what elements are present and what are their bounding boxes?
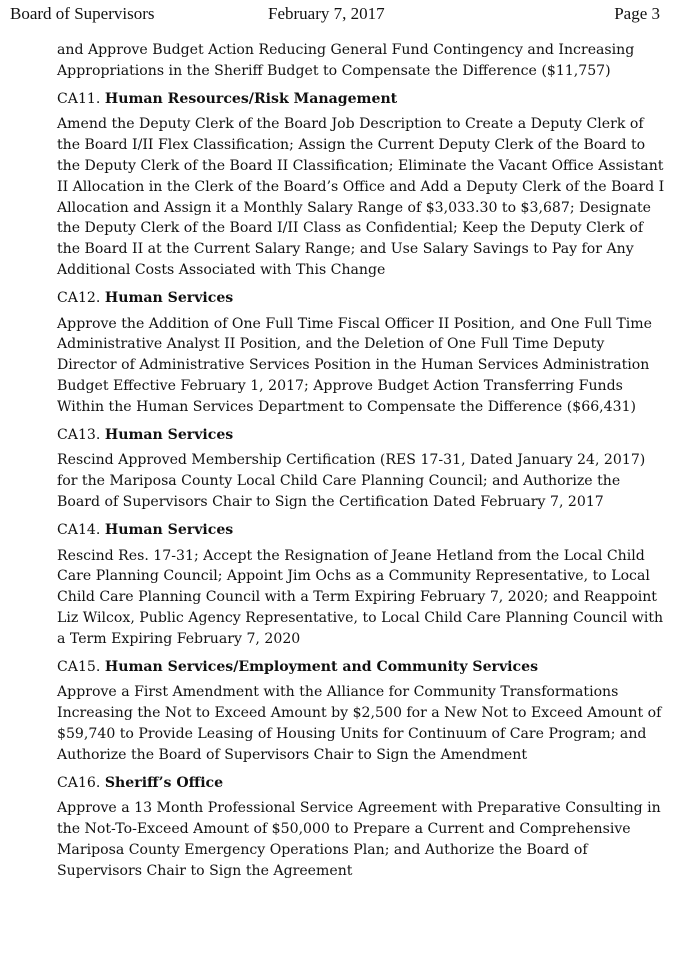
- item-number: CA15.: [57, 658, 101, 675]
- item-text: Approve the Addition of One Full Time Fiscal Officer II Position, and One Full Time Administrative Analyst II Position, and the Deletion of One Full Time Deputy Director of Administrative Services Position in the Human Services Administration Budget Effective February 1, 2017; Approve Budget Action Transferring Funds Within the Human Services Department to Compensate the Difference ($66,431): [57, 315, 652, 415]
- item-heading: [57, 657, 667, 678]
- item-text: Rescind Res. 17-31; Accept the Resignation of Jeane Hetland from the Local Child Care Planning Council; Appoint Jim Ochs as a Community Representative, to Local Child Care Planning Council with a Term Expiring February 7, 2020; and Reappoint Liz Wilcox, Public Agency Representative, to Local Child Care Planning Council with a Term Expiring February 7, 2020: [57, 547, 664, 647]
- item-department: Human Services/Employment and Community Services: [104, 658, 539, 675]
- item-department: Human Services: [104, 521, 234, 538]
- item-text: Approve a First Amendment with the Alliance for Community Transformations Increasing the Not to Exceed Amount by $2,500 for a New Not to Exceed Amount of $59,740 to Provide Leasing of Housing Units for Continuum of Care Program; and Authorize the Board of Supervisors Chair to Sign the Amendment: [57, 684, 662, 763]
- page-header: [0, 0, 680, 28]
- agenda-content: [57, 40, 667, 888]
- agenda-item-ca15: [57, 657, 667, 766]
- header-date: February 7, 2017: [268, 4, 385, 23]
- item-department: Sheriff’s Office: [104, 774, 224, 791]
- agenda-item-ca12: [57, 288, 667, 418]
- item-number: CA13.: [57, 426, 101, 443]
- item-text: Approve a 13 Month Professional Service Agreement with Preparative Consulting in the Not-To-Exceed Amount of $50,000 to Prepare a Current and Comprehensive Mariposa County Emergency Operations Plan; and Authorize the Board of Supervisors Chair to Sign the Agreement: [57, 800, 661, 879]
- item-text: Amend the Deputy Clerk of the Board Job Description to Create a Deputy Clerk of the Board I/II Flex Classification; Assign the Current Deputy Clerk of the Board to the Deputy Clerk of the Board II Classification; Eliminate the Vacant Office Assistant II Allocation in the Clerk of the Board’s Office and Add a Deputy Clerk of the Board I Allocation and Assign it a Monthly Salary Range of $3,033.30 to $3,687; Designate the Deputy Clerk of the Board I/II Class as Confidential; Keep the Deputy Clerk of the Board II at the Current Salary Range; and Use Salary Savings to Pay for Any Additional Costs Associated with This Change: [57, 116, 665, 278]
- agenda-item-ca13: [57, 425, 667, 513]
- header-board-name: Board of Supervisors: [10, 4, 155, 23]
- item-number: CA12.: [57, 289, 101, 306]
- item-heading: [57, 89, 667, 110]
- item-number: CA14.: [57, 521, 101, 538]
- item-department: Human Services: [104, 426, 234, 443]
- item-heading: [57, 288, 667, 309]
- item-number: CA11.: [57, 90, 101, 107]
- item-heading: [57, 773, 667, 794]
- item-department: Human Resources/Risk Management: [104, 90, 398, 107]
- header-page-number: Page 3: [614, 4, 660, 23]
- agenda-item-ca16: [57, 773, 667, 882]
- item-department: Human Services: [104, 289, 234, 306]
- item-text: Rescind Approved Membership Certification (RES 17-31, Dated January 24, 2017) for the Mariposa County Local Child Care Planning Council; and Authorize the Board of Supervisors Chair to Sign the Certification Dated February 7, 2017: [57, 452, 646, 510]
- agenda-item-ca11: [57, 89, 667, 281]
- continuation-text: and Approve Budget Action Reducing General Fund Contingency and Increasing Appropriations in the Sheriff Budget to Compensate the Difference ($11,757): [57, 42, 635, 79]
- item-heading: [57, 520, 667, 541]
- item-heading: [57, 425, 667, 446]
- agenda-item-ca14: [57, 520, 667, 650]
- item-number: CA16.: [57, 774, 101, 791]
